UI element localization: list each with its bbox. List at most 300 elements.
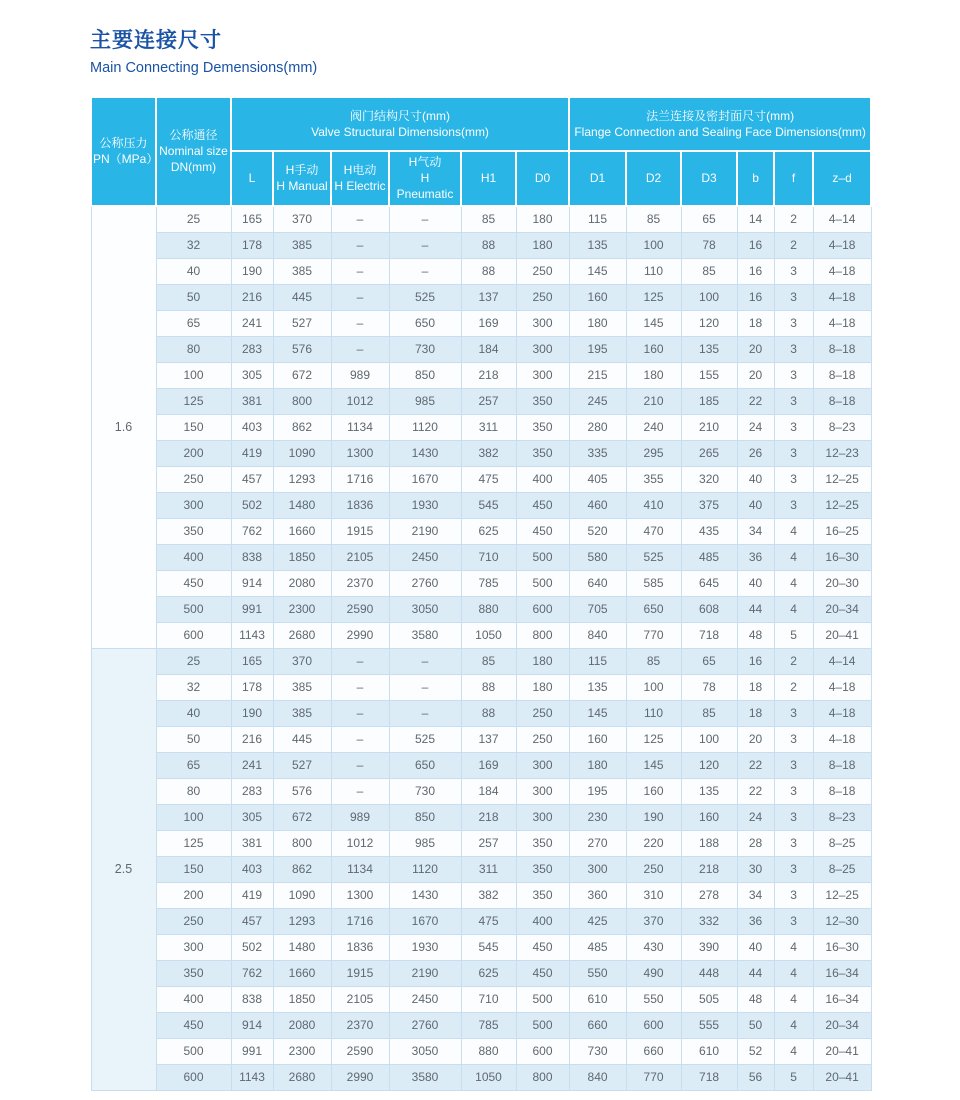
data-cell: 419: [231, 440, 273, 466]
data-cell: 2: [774, 674, 813, 700]
data-cell: 2105: [331, 986, 389, 1012]
dn-cell: 50: [156, 726, 231, 752]
data-cell: 135: [569, 674, 626, 700]
data-cell: 1143: [231, 1064, 273, 1090]
data-cell: 4: [774, 1038, 813, 1064]
data-cell: 1930: [389, 934, 461, 960]
data-cell: 525: [626, 544, 681, 570]
data-cell: 370: [273, 648, 331, 674]
data-cell: 48: [737, 986, 774, 1012]
data-cell: 350: [516, 388, 569, 414]
data-cell: 4–18: [813, 310, 871, 336]
data-cell: 44: [737, 596, 774, 622]
table-row: [91, 232, 871, 258]
data-cell: –: [389, 648, 461, 674]
data-cell: 1836: [331, 492, 389, 518]
data-cell: 4: [774, 1012, 813, 1038]
data-cell: 88: [461, 258, 516, 284]
data-cell: 419: [231, 882, 273, 908]
data-cell: 8–18: [813, 752, 871, 778]
header-pn: [91, 97, 159, 206]
data-cell: 184: [461, 336, 516, 362]
header-group-flange-en: Flange Connection and Sealing Face Dimensions(mm): [574, 125, 866, 139]
data-cell: 2760: [389, 570, 461, 596]
data-cell: 862: [273, 856, 331, 882]
data-cell: 450: [516, 518, 569, 544]
data-cell: 3: [774, 856, 813, 882]
data-cell: 525: [389, 284, 461, 310]
data-cell: 381: [231, 830, 273, 856]
data-cell: 16–30: [813, 544, 871, 570]
data-cell: 403: [231, 856, 273, 882]
data-cell: 1430: [389, 882, 461, 908]
dn-cell: 80: [156, 336, 231, 362]
column-header-l: L: [231, 151, 273, 206]
data-cell: 178: [231, 232, 273, 258]
dn-cell: 600: [156, 622, 231, 648]
data-cell: 30: [737, 856, 774, 882]
data-cell: 240: [626, 414, 681, 440]
data-cell: 18: [737, 700, 774, 726]
table-row: [91, 596, 871, 622]
data-cell: 1134: [331, 856, 389, 882]
data-cell: 1480: [273, 934, 331, 960]
table-row: [91, 830, 871, 856]
table-row: [91, 986, 871, 1012]
data-cell: 545: [461, 934, 516, 960]
dn-cell: 300: [156, 492, 231, 518]
data-cell: 52: [737, 1038, 774, 1064]
dn-cell: 300: [156, 934, 231, 960]
dn-cell: 32: [156, 232, 231, 258]
data-cell: 600: [626, 1012, 681, 1038]
data-cell: 188: [681, 830, 737, 856]
header-dn-en2: DN(mm): [170, 160, 217, 175]
data-cell: 8–18: [813, 362, 871, 388]
data-cell: –: [389, 258, 461, 284]
data-cell: 2680: [273, 1064, 331, 1090]
data-cell: 545: [461, 492, 516, 518]
data-cell: 2080: [273, 570, 331, 596]
data-cell: 100: [626, 674, 681, 700]
data-cell: 730: [389, 336, 461, 362]
data-cell: 3: [774, 830, 813, 856]
data-cell: 4: [774, 986, 813, 1012]
data-cell: 3: [774, 492, 813, 518]
data-cell: 8–25: [813, 856, 871, 882]
data-cell: 450: [516, 934, 569, 960]
data-cell: 145: [569, 700, 626, 726]
data-cell: 4: [774, 596, 813, 622]
data-cell: 3: [774, 310, 813, 336]
data-cell: 762: [231, 518, 273, 544]
data-cell: 840: [569, 1064, 626, 1090]
data-cell: 16: [737, 258, 774, 284]
data-cell: 580: [569, 544, 626, 570]
data-cell: 22: [737, 752, 774, 778]
data-cell: 18: [737, 310, 774, 336]
data-cell: 169: [461, 752, 516, 778]
data-cell: –: [331, 310, 389, 336]
table-row: [91, 492, 871, 518]
data-cell: 169: [461, 310, 516, 336]
data-cell: 310: [626, 882, 681, 908]
data-cell: 40: [737, 466, 774, 492]
data-cell: 1480: [273, 492, 331, 518]
data-cell: 989: [331, 804, 389, 830]
data-cell: 155: [681, 362, 737, 388]
column-header-h-pneumatic: H气动 H Pneumatic: [389, 151, 461, 206]
data-cell: 1134: [331, 414, 389, 440]
data-cell: 608: [681, 596, 737, 622]
data-cell: 24: [737, 804, 774, 830]
data-cell: 195: [569, 778, 626, 804]
data-cell: 300: [516, 310, 569, 336]
data-cell: 1670: [389, 908, 461, 934]
dn-cell: 600: [156, 1064, 231, 1090]
data-cell: 3: [774, 700, 813, 726]
data-cell: 525: [389, 726, 461, 752]
data-cell: 370: [273, 206, 331, 233]
data-cell: 2105: [331, 544, 389, 570]
data-cell: 100: [681, 726, 737, 752]
data-cell: 710: [461, 986, 516, 1012]
data-cell: –: [331, 258, 389, 284]
pn-value-cell: 1.6: [91, 206, 156, 649]
data-cell: 78: [681, 674, 737, 700]
data-cell: 350: [516, 882, 569, 908]
data-cell: 3: [774, 752, 813, 778]
table-row: [91, 622, 871, 648]
data-cell: 20–41: [813, 1038, 871, 1064]
data-cell: 305: [231, 362, 273, 388]
data-cell: 1050: [461, 622, 516, 648]
data-cell: 460: [569, 492, 626, 518]
data-cell: 785: [461, 570, 516, 596]
data-cell: 475: [461, 466, 516, 492]
data-cell: 145: [569, 258, 626, 284]
dn-cell: 50: [156, 284, 231, 310]
table-row: [91, 674, 871, 700]
data-cell: 645: [681, 570, 737, 596]
data-cell: 710: [461, 544, 516, 570]
data-cell: 3: [774, 362, 813, 388]
data-cell: 350: [516, 414, 569, 440]
dimensions-table: [90, 96, 872, 1091]
data-cell: 4–18: [813, 700, 871, 726]
data-cell: 2370: [331, 570, 389, 596]
data-cell: 16: [737, 284, 774, 310]
data-cell: 550: [569, 960, 626, 986]
data-cell: 100: [681, 284, 737, 310]
data-cell: –: [331, 232, 389, 258]
data-cell: 660: [569, 1012, 626, 1038]
data-cell: 850: [389, 362, 461, 388]
data-cell: 400: [516, 466, 569, 492]
data-cell: 2: [774, 232, 813, 258]
data-cell: 1120: [389, 856, 461, 882]
data-cell: 2680: [273, 622, 331, 648]
header-pn-en: PN（MPa）: [93, 152, 159, 167]
data-cell: 1915: [331, 518, 389, 544]
data-cell: 85: [461, 648, 516, 674]
data-cell: 12–25: [813, 882, 871, 908]
table-row: [91, 648, 871, 674]
data-cell: 800: [273, 388, 331, 414]
table-row: [91, 856, 871, 882]
table-row: [91, 1064, 871, 1090]
data-cell: 730: [389, 778, 461, 804]
table-row: [91, 570, 871, 596]
data-cell: 4: [774, 934, 813, 960]
data-cell: 160: [626, 778, 681, 804]
data-cell: 625: [461, 960, 516, 986]
dn-cell: 250: [156, 908, 231, 934]
data-cell: 145: [626, 752, 681, 778]
data-cell: –: [331, 778, 389, 804]
data-cell: 220: [626, 830, 681, 856]
data-cell: 4–18: [813, 232, 871, 258]
data-cell: 381: [231, 388, 273, 414]
data-cell: 1430: [389, 440, 461, 466]
data-cell: 216: [231, 284, 273, 310]
data-cell: 3: [774, 284, 813, 310]
data-cell: 250: [516, 258, 569, 284]
data-cell: 355: [626, 466, 681, 492]
data-cell: 14: [737, 206, 774, 233]
data-cell: 40: [737, 570, 774, 596]
data-cell: 2300: [273, 1038, 331, 1064]
data-cell: 576: [273, 336, 331, 362]
data-cell: 3: [774, 388, 813, 414]
data-cell: 283: [231, 336, 273, 362]
data-cell: 385: [273, 674, 331, 700]
data-cell: 2: [774, 206, 813, 233]
data-cell: 230: [569, 804, 626, 830]
column-header-d1: D1: [569, 151, 626, 206]
data-cell: 320: [681, 466, 737, 492]
data-cell: 195: [569, 336, 626, 362]
data-cell: 16–25: [813, 518, 871, 544]
data-cell: 3: [774, 908, 813, 934]
data-cell: 1143: [231, 622, 273, 648]
data-cell: 257: [461, 388, 516, 414]
data-cell: 450: [516, 492, 569, 518]
data-cell: 190: [626, 804, 681, 830]
data-cell: 8–18: [813, 778, 871, 804]
data-cell: 650: [389, 310, 461, 336]
data-cell: 20–34: [813, 1012, 871, 1038]
data-cell: 425: [569, 908, 626, 934]
data-cell: 470: [626, 518, 681, 544]
data-cell: 295: [626, 440, 681, 466]
data-cell: 216: [231, 726, 273, 752]
data-cell: 4–18: [813, 284, 871, 310]
column-header-d0: D0: [516, 151, 569, 206]
data-cell: 160: [569, 284, 626, 310]
dn-cell: 200: [156, 882, 231, 908]
data-cell: 16–30: [813, 934, 871, 960]
data-cell: 185: [681, 388, 737, 414]
column-header-h-manual: H手动 H Manual: [273, 151, 331, 206]
data-cell: 1850: [273, 544, 331, 570]
data-cell: 12–25: [813, 466, 871, 492]
data-cell: 300: [516, 752, 569, 778]
data-cell: 178: [231, 674, 273, 700]
table-row: [91, 700, 871, 726]
data-cell: 600: [516, 1038, 569, 1064]
data-cell: 2: [774, 648, 813, 674]
data-cell: 500: [516, 544, 569, 570]
table-row: [91, 960, 871, 986]
data-cell: 3: [774, 882, 813, 908]
data-cell: 650: [626, 596, 681, 622]
data-cell: 1293: [273, 466, 331, 492]
data-cell: 360: [569, 882, 626, 908]
data-cell: 672: [273, 362, 331, 388]
data-cell: 475: [461, 908, 516, 934]
data-cell: 3: [774, 414, 813, 440]
data-cell: 4–18: [813, 674, 871, 700]
data-cell: 4: [774, 518, 813, 544]
data-cell: 2190: [389, 518, 461, 544]
dn-cell: 400: [156, 544, 231, 570]
data-cell: 180: [516, 648, 569, 674]
data-cell: 502: [231, 934, 273, 960]
data-cell: 785: [461, 1012, 516, 1038]
data-cell: 8–18: [813, 388, 871, 414]
data-cell: 1716: [331, 466, 389, 492]
data-cell: 5: [774, 1064, 813, 1090]
data-cell: 520: [569, 518, 626, 544]
data-cell: 550: [626, 986, 681, 1012]
data-cell: –: [331, 674, 389, 700]
data-cell: 445: [273, 284, 331, 310]
data-cell: 100: [626, 232, 681, 258]
data-cell: 165: [231, 206, 273, 233]
table-row: [91, 518, 871, 544]
data-cell: 250: [516, 700, 569, 726]
data-cell: 160: [681, 804, 737, 830]
data-cell: 85: [626, 206, 681, 233]
data-cell: –: [331, 284, 389, 310]
data-cell: 4–14: [813, 206, 871, 233]
data-cell: 20: [737, 726, 774, 752]
data-cell: 311: [461, 414, 516, 440]
data-cell: 1660: [273, 518, 331, 544]
data-cell: 241: [231, 752, 273, 778]
data-cell: 382: [461, 440, 516, 466]
data-cell: 300: [516, 804, 569, 830]
data-cell: 218: [681, 856, 737, 882]
data-cell: 137: [461, 284, 516, 310]
data-cell: 1670: [389, 466, 461, 492]
data-cell: 245: [569, 388, 626, 414]
data-cell: 880: [461, 596, 516, 622]
header-group-valve: [231, 97, 569, 151]
data-cell: 20–41: [813, 1064, 871, 1090]
dn-cell: 450: [156, 1012, 231, 1038]
data-cell: 78: [681, 232, 737, 258]
data-cell: 3: [774, 336, 813, 362]
data-cell: 2990: [331, 622, 389, 648]
data-cell: 450: [516, 960, 569, 986]
data-cell: 8–23: [813, 804, 871, 830]
data-cell: 16: [737, 232, 774, 258]
data-cell: 190: [231, 700, 273, 726]
data-cell: –: [331, 336, 389, 362]
data-cell: –: [331, 752, 389, 778]
dn-cell: 40: [156, 700, 231, 726]
data-cell: 8–23: [813, 414, 871, 440]
data-cell: 640: [569, 570, 626, 596]
data-cell: –: [389, 674, 461, 700]
dn-cell: 150: [156, 856, 231, 882]
data-cell: 22: [737, 778, 774, 804]
data-cell: 22: [737, 388, 774, 414]
dn-cell: 200: [156, 440, 231, 466]
data-cell: 350: [516, 856, 569, 882]
data-cell: 4–18: [813, 258, 871, 284]
data-cell: 770: [626, 1064, 681, 1090]
data-cell: –: [389, 206, 461, 233]
data-cell: 8–18: [813, 336, 871, 362]
data-cell: 18: [737, 674, 774, 700]
table-row: [91, 362, 871, 388]
data-cell: 1090: [273, 882, 331, 908]
data-cell: 3580: [389, 1064, 461, 1090]
table-row: [91, 804, 871, 830]
data-cell: 1300: [331, 440, 389, 466]
data-cell: 705: [569, 596, 626, 622]
table-row: [91, 388, 871, 414]
data-cell: 382: [461, 882, 516, 908]
data-cell: 430: [626, 934, 681, 960]
header-group-row: [91, 97, 871, 151]
column-header-h-electric: H电动 H Electric: [331, 151, 389, 206]
data-cell: 4–14: [813, 648, 871, 674]
dn-cell: 350: [156, 960, 231, 986]
table-row: [91, 206, 871, 233]
data-cell: 65: [681, 206, 737, 233]
data-cell: 527: [273, 310, 331, 336]
data-cell: 625: [461, 518, 516, 544]
data-cell: 180: [569, 310, 626, 336]
data-cell: 300: [516, 362, 569, 388]
data-cell: 862: [273, 414, 331, 440]
dn-cell: 80: [156, 778, 231, 804]
data-cell: 527: [273, 752, 331, 778]
dn-cell: 450: [156, 570, 231, 596]
data-cell: 390: [681, 934, 737, 960]
data-cell: 838: [231, 544, 273, 570]
data-cell: 385: [273, 258, 331, 284]
dn-cell: 65: [156, 752, 231, 778]
table-row: [91, 1038, 871, 1064]
dn-cell: 25: [156, 648, 231, 674]
data-cell: 610: [681, 1038, 737, 1064]
data-cell: –: [389, 232, 461, 258]
data-cell: 180: [516, 232, 569, 258]
pn-value-cell: 2.5: [91, 648, 156, 1090]
data-cell: 989: [331, 362, 389, 388]
data-cell: 278: [681, 882, 737, 908]
table-row: [91, 934, 871, 960]
data-cell: 4–18: [813, 726, 871, 752]
data-cell: 184: [461, 778, 516, 804]
data-cell: 283: [231, 778, 273, 804]
data-cell: 300: [516, 778, 569, 804]
